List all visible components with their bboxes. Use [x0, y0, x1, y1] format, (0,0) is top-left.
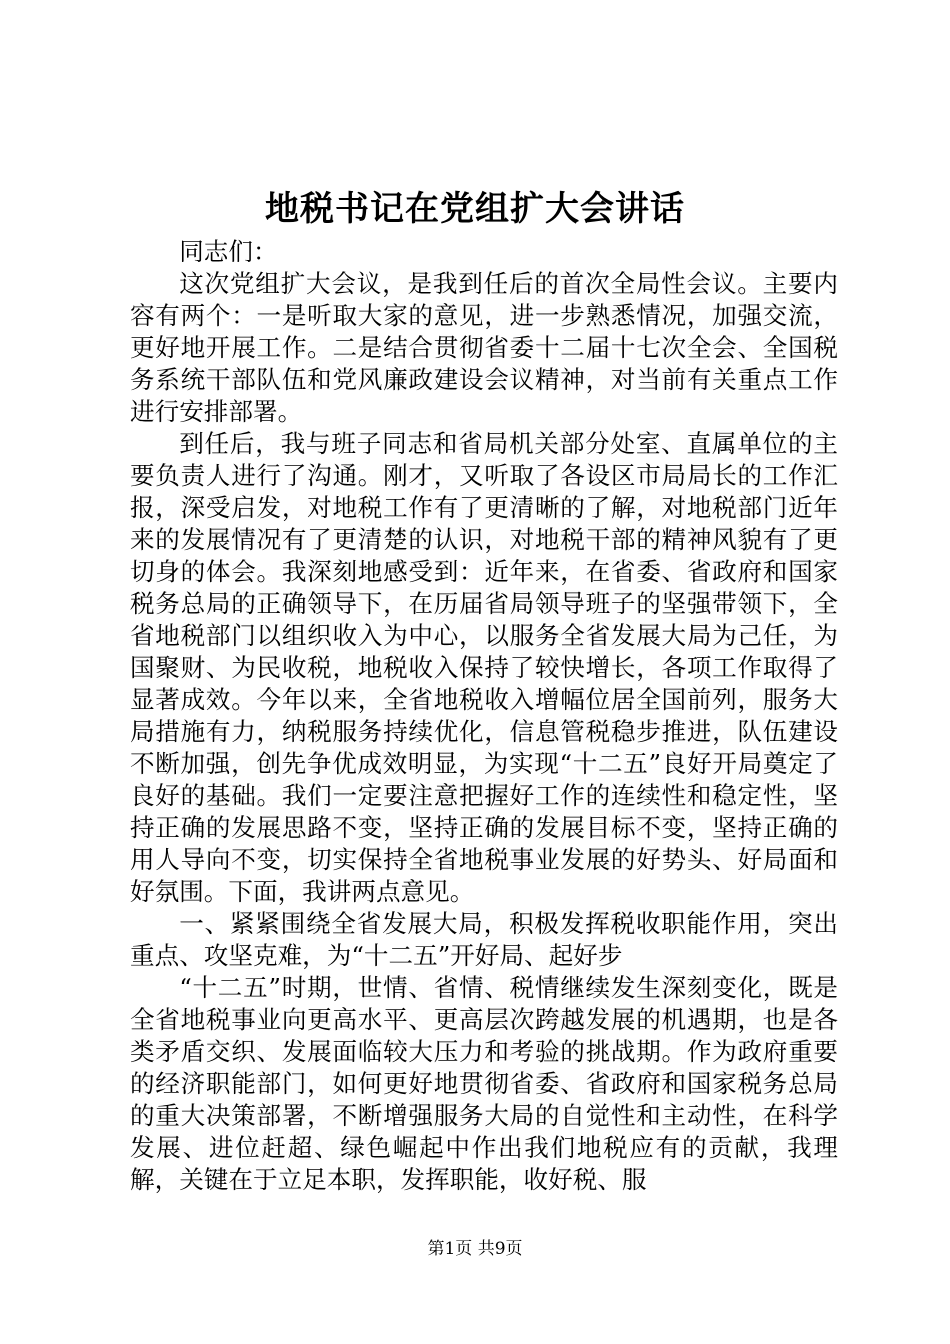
paragraph-2: 到任后，我与班子同志和省局机关部分处室、直属单位的主要负责人进行了沟通。刚才，又听取了各设区市局局长的工作汇报，深受启发，对地税工作有了更清晰的了解，对地税部门近年来的发展情况有了更清楚的认识，对地税干部的精神风貌有了更切身的体会。我深刻地感受到：近年来，在省委、省政府和国家税务总局的正确领导下，在历届省局领导班子的坚强带领下，全省地税部门以组织收入为中心，以服务全省发展大局为己任，为国聚财、为民收税，地税收入保持了较快增长，各项工作取得了显著成效。今年以来，全省地税收入增幅位居全国前列，服务大局措施有力，纳税服务持续优化，信息管税稳步推进，队伍建设不断加强，创先争优成效明显，为实现“十二五”良好开局奠定了良好的基础。我们一定要注意把握好工作的连续性和稳定性，坚持正确的发展思路不变，坚持正确的发展目标不变，坚持正确的用人导向不变，切实保持全省地税事业发展的好势头、好局面和好氛围。下面，我讲两点意见。 — [130, 429, 838, 906]
document-body — [130, 236, 838, 1196]
salutation: 同志们： — [179, 237, 278, 266]
section-heading-1: 一、紧紧围绕全省发展大局，积极发挥税收职能作用，突出重点、攻坚克难，为“十二五”开好局、起好步 — [130, 909, 838, 970]
paragraph-3: “十二五”时期，世情、省情、税情继续发生深刻变化，既是全省地税事业向更高水平、更高层次跨越发展的机遇期，也是各类矛盾交织、发展面临较大压力和考验的挑战期。作为政府重要的经济职能部门，如何更好地贯彻省委、省政府和国家税务总局的重大决策部署，不断增强服务大局的自觉性和主动性，在科学发展、进位赶超、绿色崛起中作出我们地税应有的贡献，我理解，关键在于立足本职，发挥职能，收好税、服 — [130, 973, 838, 1194]
document-title: 地税书记在党组扩大会讲话 — [265, 189, 685, 229]
page-number-footer: 第1页 共9页 — [427, 1239, 523, 1259]
paragraph-1: 这次党组扩大会议，是我到任后的首次全局性会议。主要内容有两个：一是听取大家的意见，进一步熟悉情况，加强交流，更好地开展工作。二是结合贯彻省委十二届十七次全会、全国税务系统干部队伍和党风廉政建设会议精神，对当前有关重点工作进行安排部署。 — [130, 269, 838, 426]
